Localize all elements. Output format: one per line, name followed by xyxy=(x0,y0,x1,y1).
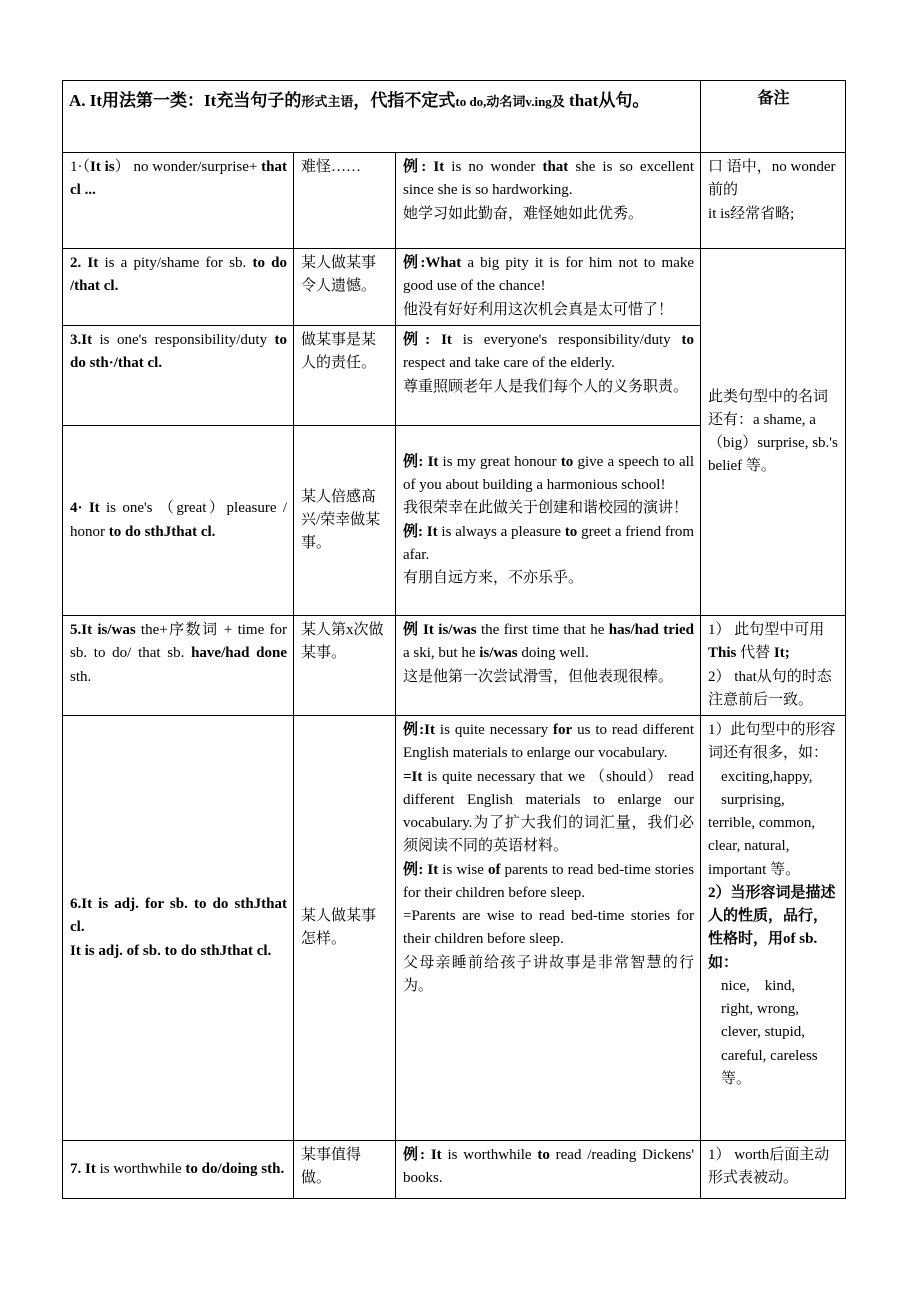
section-title xyxy=(63,81,701,153)
paragraph: 1·（It is） no wonder/surprise+ that cl ... xyxy=(70,159,287,199)
meaning-cell xyxy=(294,426,396,616)
paragraph: careful, careless xyxy=(721,1047,818,1064)
paragraph: 某人第x次做某事。 xyxy=(301,622,384,662)
paragraph: 1） worth后面主动 xyxy=(708,1147,830,1163)
paragraph: =Parents are wise to read bed-time stories for their children before sleep. xyxy=(403,908,695,948)
table-row-2 xyxy=(63,249,846,326)
paragraph: 6.It is adj. for sb. to do sthJthat cl. xyxy=(70,896,287,936)
header-row xyxy=(63,81,846,153)
examples-cell xyxy=(396,1141,701,1199)
paragraph: clear, natural, xyxy=(708,838,790,855)
paragraph: 5.It is/was the+序数词 + time for sb. to do/ that sb. have/had done sth. xyxy=(70,622,287,685)
paragraph: 有朋自远方来，不亦乐乎。 xyxy=(403,570,584,586)
paragraph: terrible, common, xyxy=(708,815,816,831)
pattern-cell xyxy=(63,153,294,249)
paragraph: 7. It is worthwhile to do/doing sth. xyxy=(70,1160,285,1177)
pattern-cell xyxy=(63,326,294,426)
paragraph: 2. It is a pity/shame for sb. to do /that cl. xyxy=(70,255,287,295)
paragraph: 例:It is quite necessary for us to read different English materials to enlarge our vocabulary. xyxy=(403,722,695,762)
meaning-cell xyxy=(294,1141,396,1199)
paragraph: 这是他第一次尝试滑雪，但他表现很棒。 xyxy=(403,668,674,685)
paragraph: 此类句型中的名词还有：a shame, a（big）surprise, sb.'s belief 等。 xyxy=(708,388,838,475)
grammar-table xyxy=(62,80,846,1199)
paragraph: This 代替 It; xyxy=(708,645,790,662)
examples-cell xyxy=(396,153,701,249)
examples-cell xyxy=(396,249,701,326)
note-cell xyxy=(701,716,846,1141)
note-cell xyxy=(701,153,846,249)
paragraph: clever, stupid, xyxy=(721,1024,805,1041)
paragraph: 1）此句型中的形容词还有很多，如： xyxy=(708,722,836,762)
paragraph: 父母亲睡前给孩子讲故事是非常智慧的行为。 xyxy=(403,954,695,994)
table-row-5 xyxy=(63,616,846,716)
paragraph: 3.It is one's responsibility/duty to do sth·/that cl. xyxy=(70,332,287,372)
meaning-cell xyxy=(294,249,396,326)
paragraph: exciting,happy, xyxy=(721,768,813,785)
paragraph: 2） that从句的时态 xyxy=(708,668,832,685)
paragraph: 例 It is/was the first time that he has/had tried a ski, but he is/was doing well. xyxy=(403,622,695,662)
paragraph: =It is quite necessary that we （should） read different English materials to enlarge our vocabulary.为了扩大我们的词汇量，我们必须阅读不同的英语材料。 xyxy=(403,768,695,855)
table-row-6 xyxy=(63,716,846,1141)
examples-cell xyxy=(396,426,701,616)
paragraph: important 等。 xyxy=(708,861,801,878)
paragraph: 某人做某事怎样。 xyxy=(301,907,377,947)
paragraph: 1） 此句型中可用 xyxy=(708,622,825,638)
paragraph: 4· It is one's （great）pleasure / honor to do sthJthat cl. xyxy=(70,500,287,540)
paragraph: 我很荣幸在此做关于创建和谐校园的演讲！ xyxy=(403,500,689,517)
notes-column-header: 备注 xyxy=(701,81,846,153)
paragraph: 口 语中，no wonder 前的 xyxy=(708,159,836,199)
paragraph: it is经常省略; xyxy=(708,205,795,222)
paragraph: 例: It is always a pleasure to greet a friend from afar. xyxy=(403,523,695,563)
examples-cell xyxy=(396,326,701,426)
paragraph: 注意前后一致。 xyxy=(708,691,814,708)
note-cell xyxy=(701,1141,846,1199)
paragraph: 例:What a big pity it is for him not to make good use of the chance! xyxy=(403,255,695,295)
examples-cell xyxy=(396,716,701,1141)
note-cell xyxy=(701,616,846,716)
paragraph: 他没有好好利用这次机会真是太可惜了！ xyxy=(403,301,674,318)
meaning-cell xyxy=(294,716,396,1141)
paragraph: 例: It is wise of parents to read bed-time stories for their children before sleep. xyxy=(403,861,695,901)
paragraph: 某事值得做。 xyxy=(301,1147,362,1187)
paragraph: 2）当形容词是描述人的性质，品行，性格时，用of sb.如： xyxy=(708,884,836,971)
paragraph: 例: It is everyone's responsibility/duty to respect and take care of the elderly. xyxy=(403,332,695,372)
note-cell-merged xyxy=(701,249,846,616)
paragraph: 她学习如此勤奋，难怪她如此优秀。 xyxy=(403,205,644,222)
pattern-cell xyxy=(63,716,294,1141)
paragraph: A. It用法第一类：It充当句子的形式主语，代指不定式to do,动名词v.ing及 that从句。 xyxy=(69,91,650,110)
meaning-cell xyxy=(294,153,396,249)
paragraph: 例: It is no wonder that she is so excellent since she is so hardworking. xyxy=(403,159,695,199)
paragraph: 尊重照顾老年人是我们每个人的义务职责。 xyxy=(403,378,689,395)
paragraph: 例: It is my great honour to give a speech to all of you about building a harmonious school! xyxy=(403,453,695,493)
paragraph: surprising, xyxy=(721,791,785,808)
meaning-cell xyxy=(294,616,396,716)
pattern-cell xyxy=(63,616,294,716)
paragraph: 例: It is worthwhile to read /reading Dickens' books. xyxy=(403,1147,695,1187)
examples-cell xyxy=(396,616,701,716)
paragraph: 难怪…… xyxy=(301,159,362,175)
pattern-cell xyxy=(63,249,294,326)
table-row-1 xyxy=(63,153,846,249)
paragraph: 等。 xyxy=(721,1070,752,1087)
pattern-cell xyxy=(63,426,294,616)
paragraph: nice, kind, xyxy=(721,977,796,994)
paragraph: right, wrong, xyxy=(721,1001,799,1017)
paragraph: 某人做某事令人遗憾。 xyxy=(301,255,377,295)
paragraph: 做某事是某人的责任。 xyxy=(301,332,377,372)
pattern-cell xyxy=(63,1141,294,1199)
paragraph: It is adj. of sb. to do sthJthat cl. xyxy=(70,942,272,959)
paragraph: 形式表被动。 xyxy=(708,1170,799,1187)
paragraph: 某人倍感髙兴/荣幸做某事。 xyxy=(301,488,381,552)
meaning-cell xyxy=(294,326,396,426)
table-row-7 xyxy=(63,1141,846,1199)
